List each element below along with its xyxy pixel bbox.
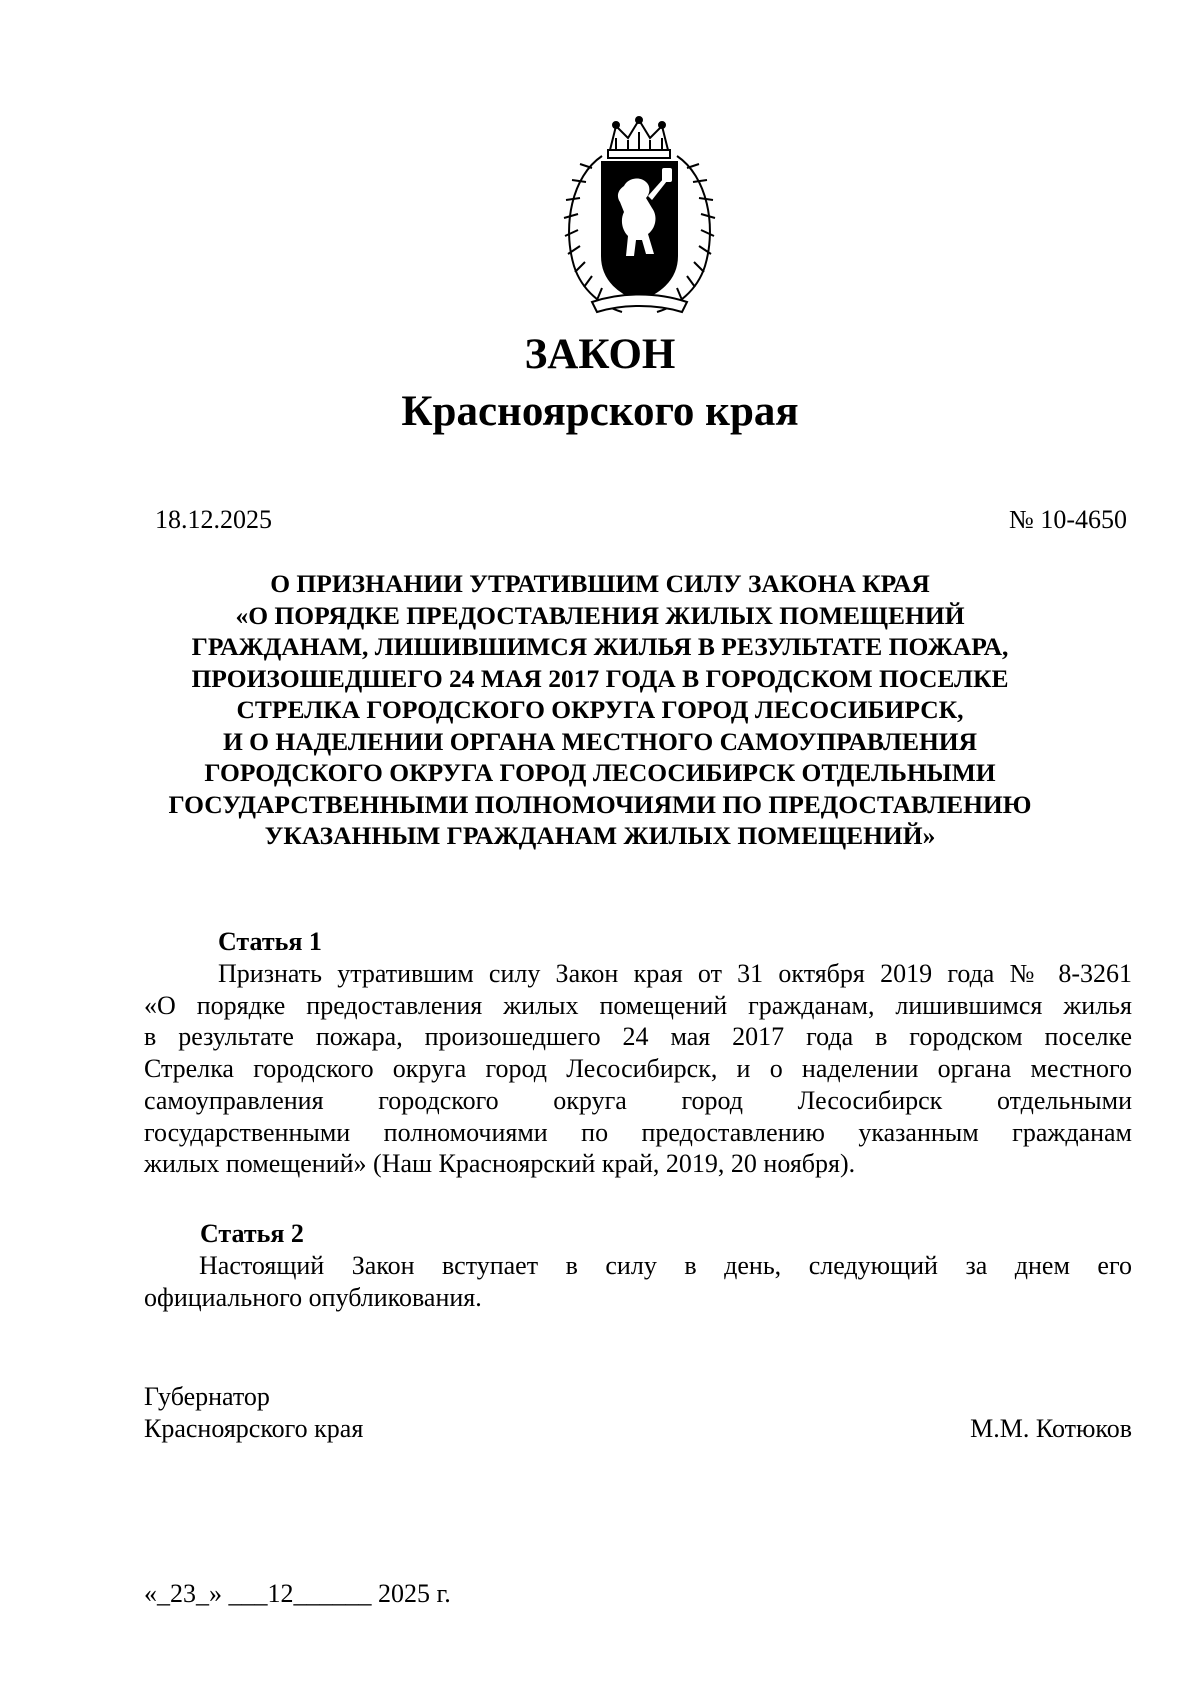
- article-line: самоуправления городского округа город Лесосибирск отдельными: [144, 1085, 1132, 1115]
- law-region-subtitle: Красноярского края: [401, 388, 799, 435]
- article-line: официального опубликования.: [144, 1282, 482, 1312]
- date-close-quote: »: [209, 1579, 222, 1608]
- coat-of-arms-emblem: [552, 116, 727, 320]
- signature-row: [144, 1413, 1132, 1445]
- signatory-position-line2: Красноярского края: [144, 1414, 364, 1443]
- signatory-position-line1: Губернатор: [144, 1382, 270, 1411]
- article-line: Настоящий Закон вступает в силу в день, следующий за днем его: [199, 1251, 1132, 1280]
- signatory-name: М.М. Котюков: [970, 1414, 1132, 1443]
- date-year: 2025 г.: [378, 1579, 451, 1608]
- subject-line: ГРАЖДАНАМ, ЛИШИВШИМСЯ ЖИЛЬЯ В РЕЗУЛЬТАТЕ ПОЖАРА,: [191, 632, 1009, 661]
- date-open-quote: «: [144, 1579, 157, 1608]
- article-line: «О порядке предоставления жилых помещений гражданам, лишившимся жилья: [144, 990, 1132, 1020]
- law-date: 18.12.2025: [155, 505, 272, 534]
- subject-line: ПРОИЗОШЕДШЕГО 24 МАЯ 2017 ГОДА В ГОРОДСКОМ ПОСЕЛКЕ: [191, 663, 1009, 693]
- article-2-body: [144, 1250, 1132, 1313]
- subject-line: УКАЗАННЫМ ГРАЖДАНАМ ЖИЛЫХ ПОМЕЩЕНИЙ»: [264, 821, 936, 850]
- law-number: № 10-4650: [1009, 505, 1127, 534]
- signing-date: [144, 1579, 451, 1609]
- article-line: Стрелка городского округа город Лесосибирск, и о наделении органа местного: [144, 1054, 1132, 1084]
- article-line: в результате пожара, произошедшего 24 мая 2017 года в городском поселке: [144, 1022, 1132, 1052]
- subject-line: ГОРОДСКОГО ОКРУГА ГОРОД ЛЕСОСИБИРСК ОТДЕЛЬНЫМИ: [204, 758, 996, 787]
- law-subject-heading: [0, 568, 1200, 852]
- date-day: _23_: [157, 1579, 209, 1608]
- subject-line: ГОСУДАРСТВЕННЫМИ ПОЛНОМОЧИЯМИ ПО ПРЕДОСТАВЛЕНИЮ: [168, 789, 1032, 819]
- law-meta-row: [155, 505, 1127, 535]
- article-1-body: [144, 958, 1132, 1180]
- article-line: жилых помещений» (Наш Красноярский край, 2019, 20 ноября).: [144, 1149, 856, 1179]
- article-line: государственными полномочиями по предоставлению указанным гражданам: [144, 1117, 1132, 1147]
- date-month: ___12______: [228, 1579, 372, 1608]
- subject-line: О ПРИЗНАНИИ УТРАТИВШИМ СИЛУ ЗАКОНА КРАЯ: [270, 569, 930, 598]
- law-title: ЗАКОН: [524, 331, 676, 378]
- subject-line: И О НАДЕЛЕНИИ ОРГАНА МЕСТНОГО САМОУПРАВЛЕНИЯ: [222, 726, 978, 756]
- subject-line: СТРЕЛКА ГОРОДСКОГО ОКРУГА ГОРОД ЛЕСОСИБИРСК,: [236, 695, 964, 724]
- subject-line: «О ПОРЯДКЕ ПРЕДОСТАВЛЕНИЯ ЖИЛЫХ ПОМЕЩЕНИЙ: [235, 600, 965, 630]
- article-1-heading: Статья 1: [218, 927, 322, 956]
- signature-block: [144, 1381, 1132, 1445]
- article-2-heading: Статья 2: [200, 1219, 304, 1248]
- article-line: Признать утратившим силу Закон края от 31 октября 2019 года № 8-3261: [218, 959, 1132, 988]
